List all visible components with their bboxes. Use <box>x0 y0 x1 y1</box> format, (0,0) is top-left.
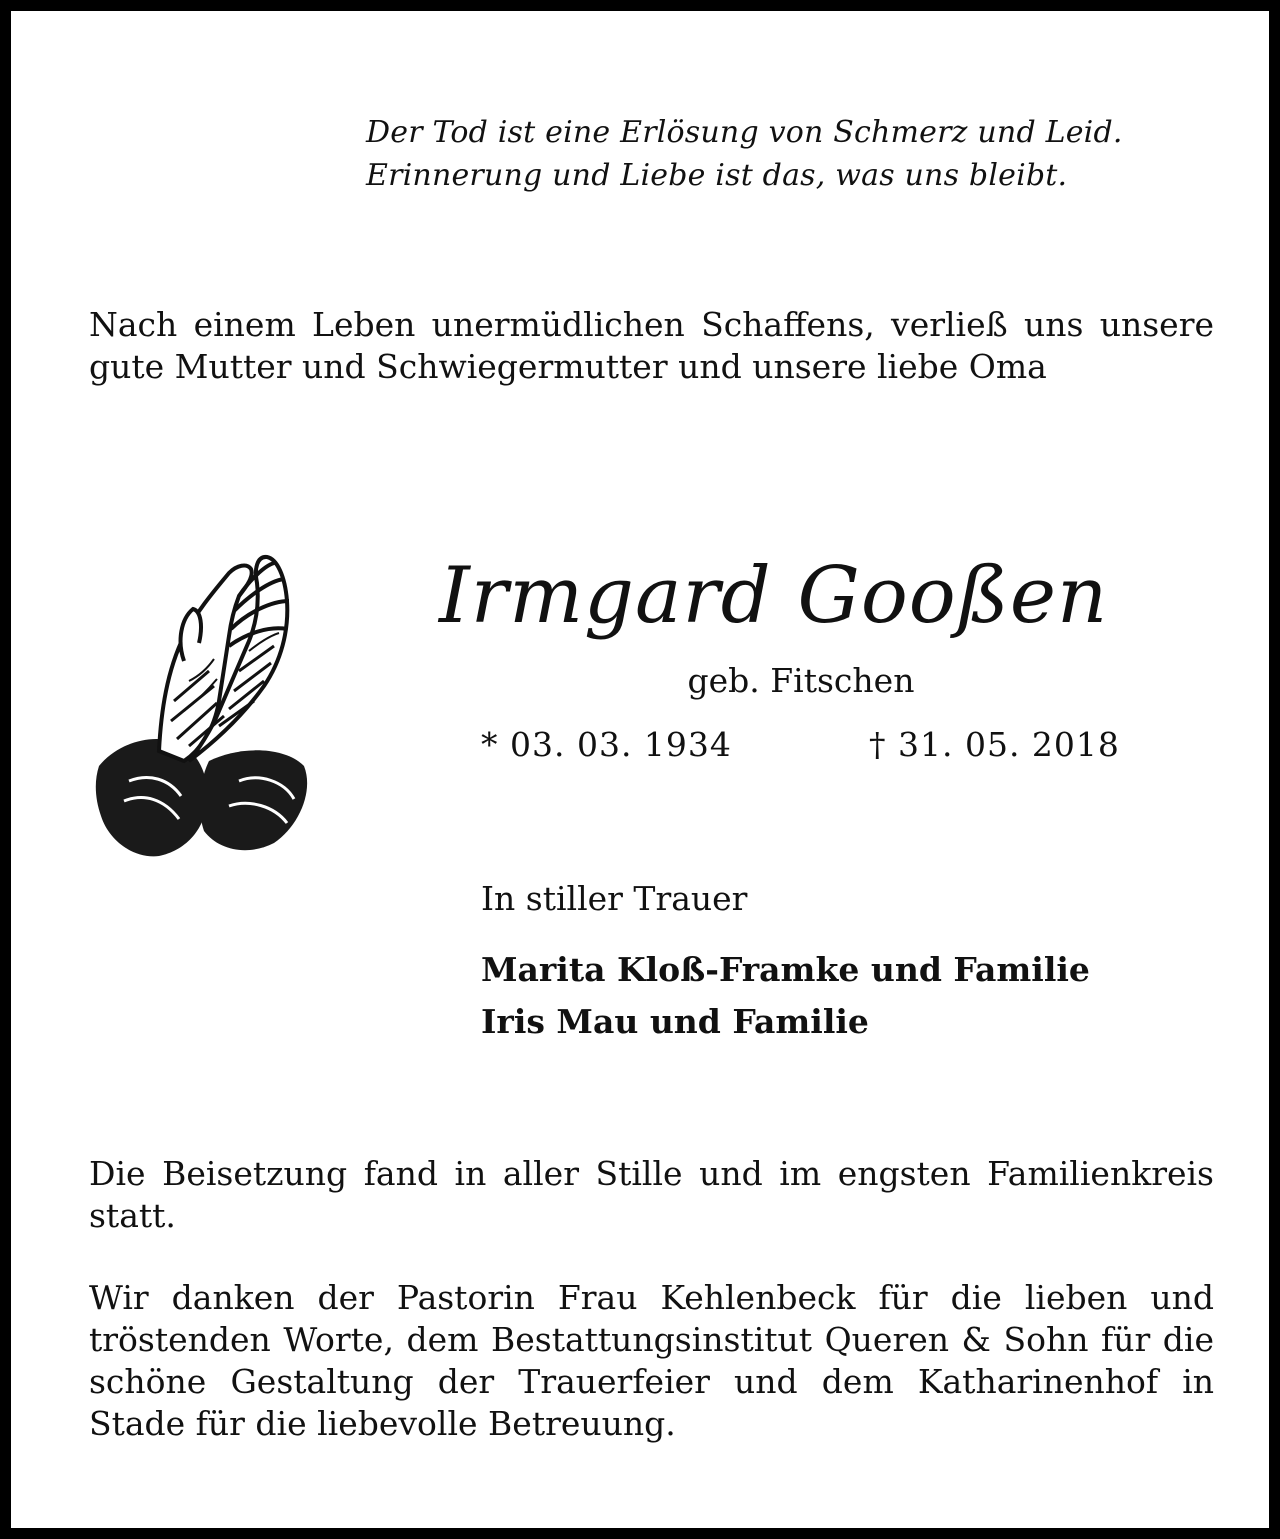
mourner-families <box>481 944 1090 1048</box>
intro-paragraph: Nach einem Leben unermüdlichen Schaffens, verließ uns unsere gute Mutter und Schwiegermutter und unsere liebe Oma <box>89 305 1214 386</box>
mourner-family-2: Iris Mau und Familie <box>481 1002 869 1041</box>
deceased-name: Irmgard Gooßen <box>439 551 1109 641</box>
mourner-family-1: Marita Kloß-Framke und Familie <box>481 950 1090 989</box>
thanks-paragraph: Wir danken der Pastorin Frau Kehlenbeck für die lieben und tröstenden Worte, dem Bestattungsinstitut Queren & Sohn für die schöne Gestaltung der Trauerfeier und dem Katharinenhof in Stade für die liebevolle Betreuung. <box>89 1278 1214 1443</box>
quote-line-2: Erinnerung und Liebe ist das, was uns bleibt. <box>366 158 1068 193</box>
maiden-name: geb. Fitschen <box>687 661 915 700</box>
birth-date: * 03. 03. 1934 <box>481 725 732 764</box>
death-date: † 31. 05. 2018 <box>869 725 1120 764</box>
epigraph-quote <box>366 111 1236 197</box>
mourning-heading: In stiller Trauer <box>481 879 748 918</box>
praying-hands-icon <box>89 551 314 871</box>
quote-line-1: Der Tod ist eine Erlösung von Schmerz und Leid. <box>366 115 1123 150</box>
burial-note: Die Beisetzung fand in aller Stille und im engsten Familienkreis statt. <box>89 1154 1214 1235</box>
